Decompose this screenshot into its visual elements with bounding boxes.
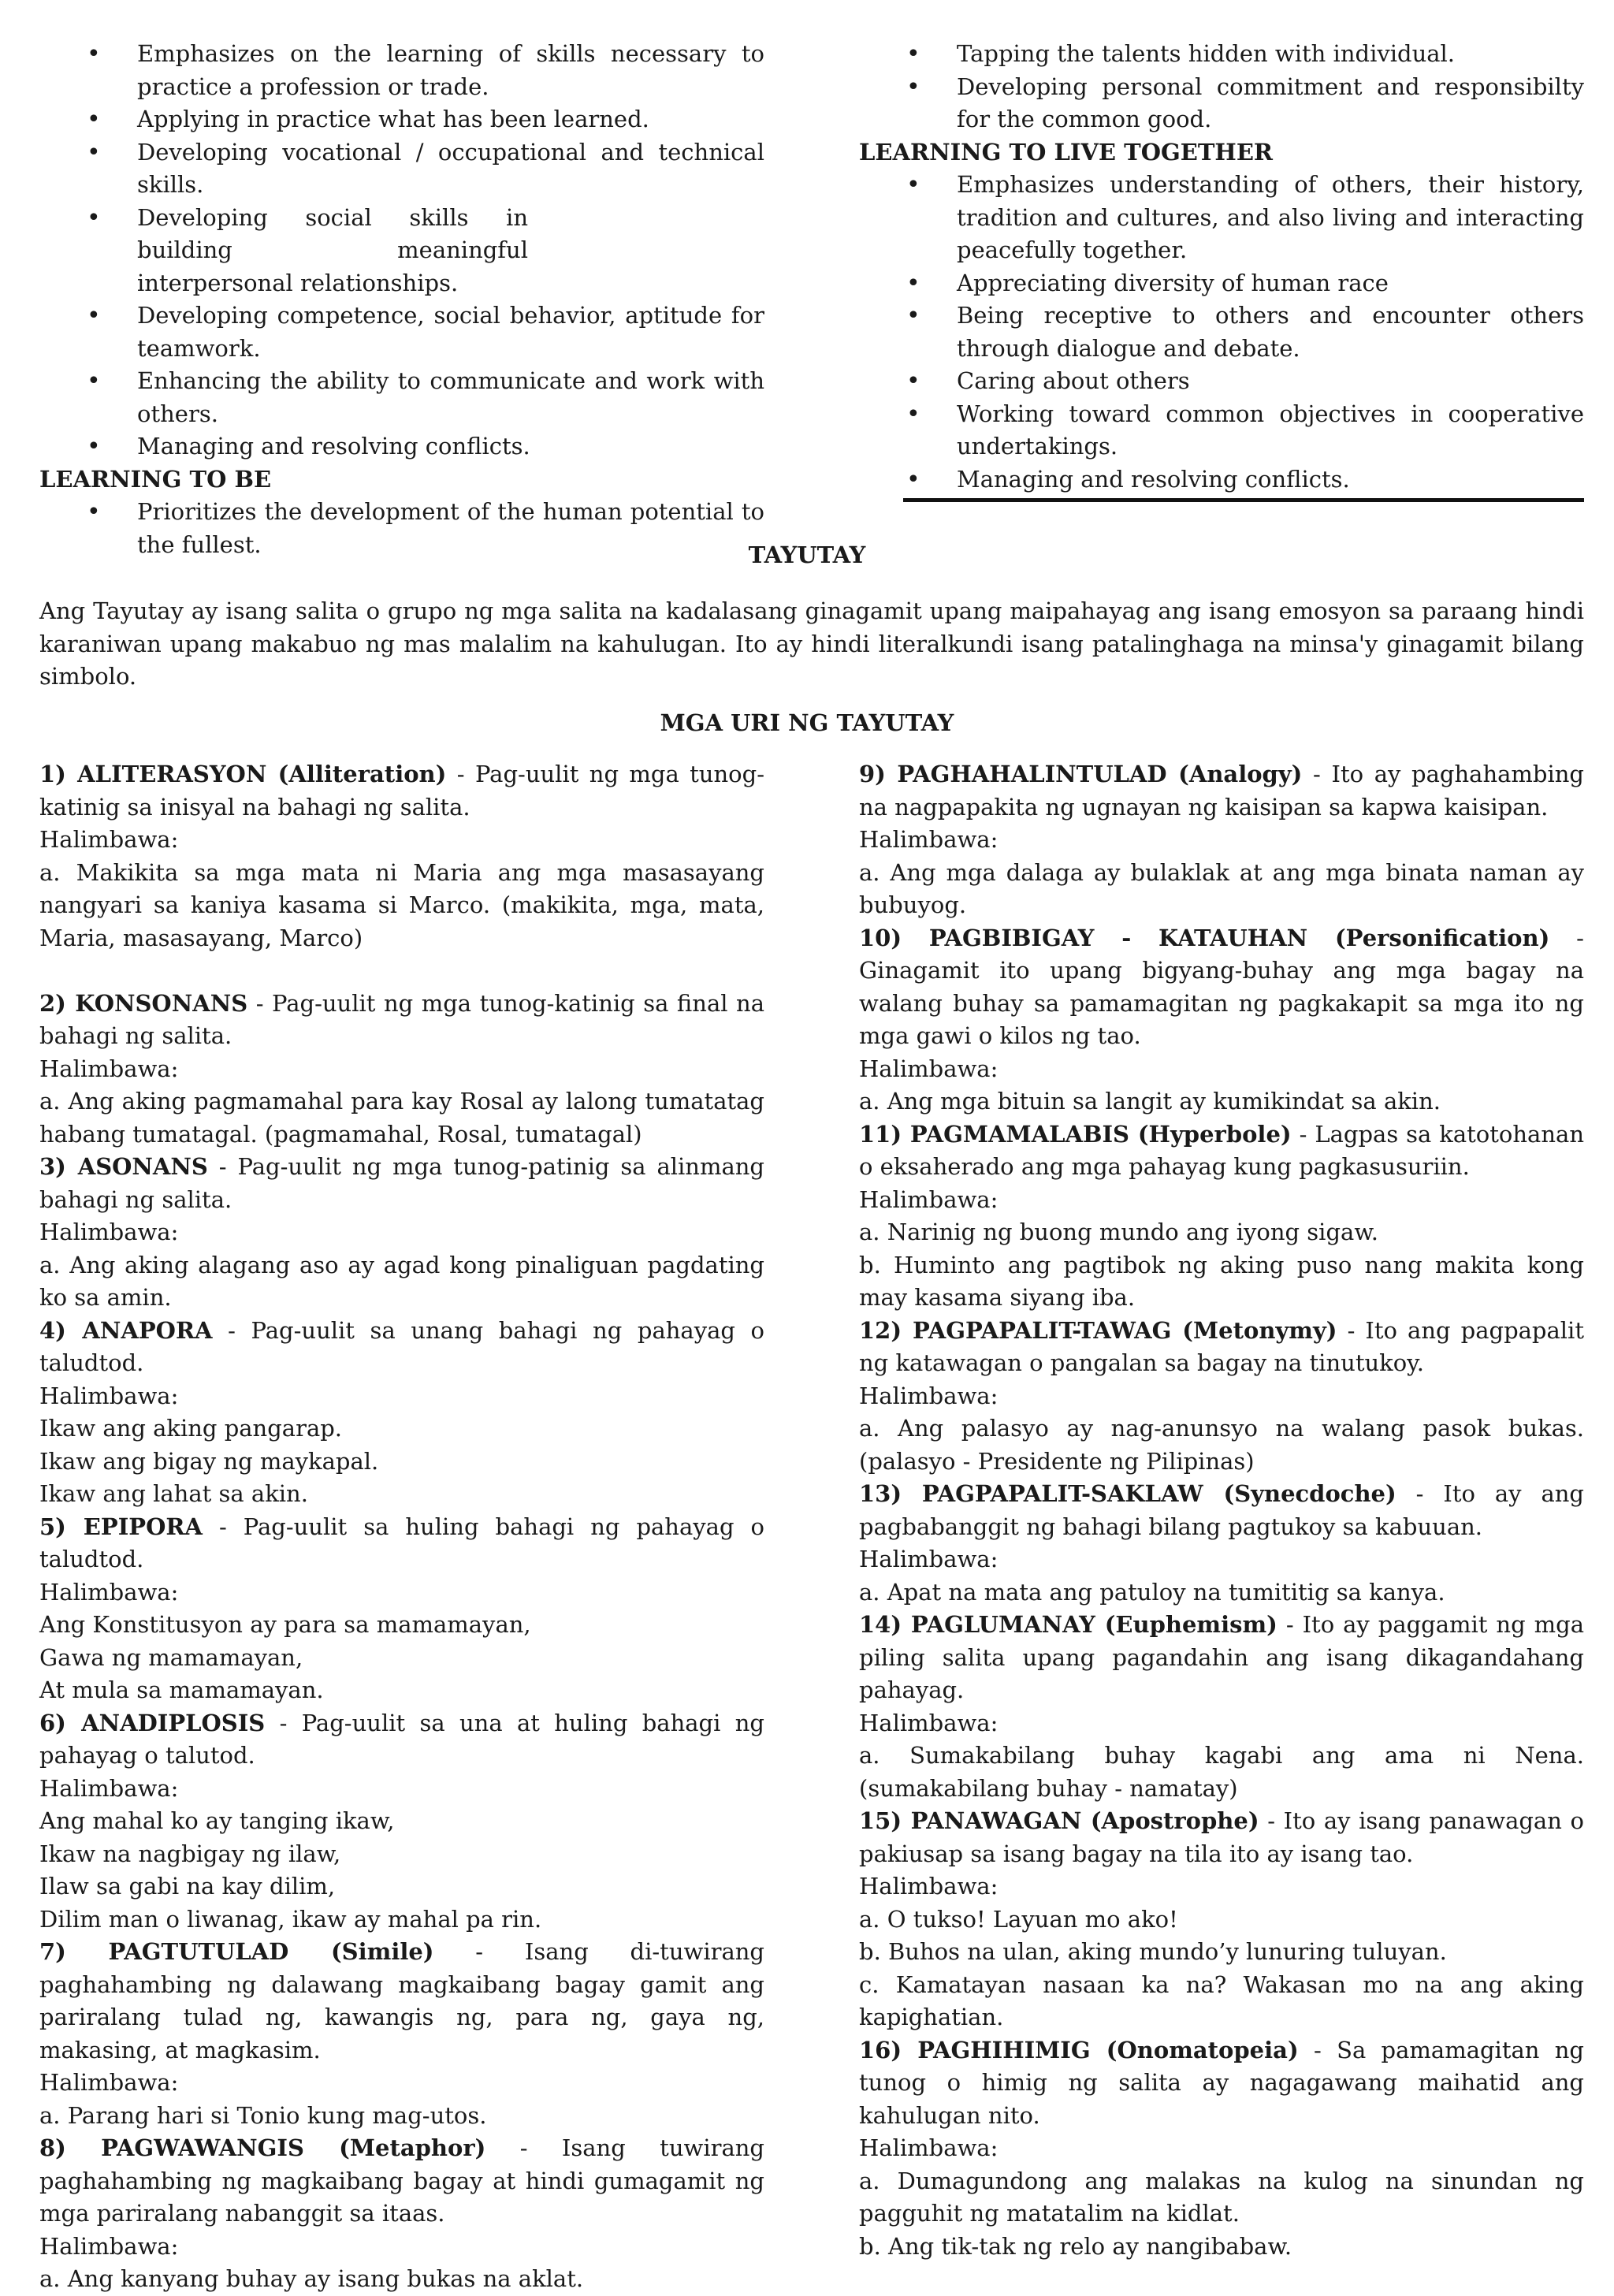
entry-definition [39, 1315, 764, 1380]
example-label: Halimbawa: [39, 2232, 179, 2260]
entry-heading: 5) EPIPORA [39, 1513, 203, 1540]
example-line: Ikaw ang bigay ng maykapal. [39, 1447, 379, 1475]
example-label: Halimbawa: [39, 1055, 179, 1082]
entry-heading: 10) PAGBIBIGAY - KATAUHAN (Personification) [859, 924, 1550, 951]
learning-to-do-list-continued [859, 38, 1584, 136]
example-label: Halimbawa: [39, 1219, 179, 1245]
example-line: b. Huminto ang pagtibok ng aking puso nang makita kong may kasama siyang iba. [859, 1251, 1584, 1311]
entry-heading: 6) ANADIPLOSIS [39, 1709, 266, 1736]
list-item: • Appreciating diversity of human race [859, 267, 1584, 300]
entry-heading: 3) ASONANS [39, 1153, 208, 1180]
example-line: a. Ang mga dalaga ay bulaklak at ang mga binata naman ay bubuyog. [859, 858, 1584, 918]
example-line: a. Ang palasyo ay nag-anunsyo na walang pasok bukas. (palasyo - Presidente ng Pilipinas) [859, 1415, 1584, 1475]
figure-of-speech-entry [859, 1805, 1584, 2034]
entry-heading: 2) KONSONANS [39, 989, 248, 1017]
example-line: At mula sa mamamayan. [39, 1676, 324, 1703]
entry-heading: 12) PAGPAPALIT-TAWAG (Metonymy) [859, 1316, 1337, 1344]
entry-description: - Pag-uulit ng mga tunog-katinig sa inisyal na bahagi ng salita. [39, 761, 764, 821]
entry-definition [859, 2034, 1584, 2133]
entry-heading: 14) PAGLUMANAY (Euphemism) [859, 1611, 1277, 1638]
entry-description: - Pag-uulit sa una at huling bahagi ng pahayag o talutod. [39, 1709, 764, 1769]
list-item: • Developing competence, social behavior, aptitude for teamwork. [39, 300, 764, 365]
example-line: Ikaw ang aking pangarap. [39, 1415, 343, 1442]
list-item: • Emphasizes on the learning of skills necessary to practice a profession or trade. [39, 38, 764, 103]
figure-of-speech-entry [39, 1151, 764, 1315]
example-label: Halimbawa: [859, 1873, 999, 1900]
entry-description: - Lagpas sa katotohanan o eksaherado ang mga pahayag kung pagkasusuriin. [859, 1120, 1584, 1180]
entry-definition [39, 1707, 764, 1773]
left-types-column [39, 758, 764, 2296]
entry-definition [859, 758, 1584, 824]
list-item: • Working toward common objectives in cooperative undertakings. [859, 398, 1584, 463]
entry-definition [859, 1609, 1584, 1707]
example-line: a. Ang aking alagang aso ay agad kong pinaliguan pagdating ko sa amin. [39, 1251, 764, 1311]
entry-heading: 13) PAGPAPALIT-SAKLAW (Synecdoche) [859, 1480, 1396, 1507]
example-label: Halimbawa: [39, 826, 179, 853]
example-label: Halimbawa: [859, 1382, 999, 1409]
example-label: Halimbawa: [859, 1055, 999, 1082]
entry-definition [859, 1315, 1584, 1380]
learning-to-do-list [39, 38, 764, 463]
entry-description: - Pag-uulit sa huling bahagi ng pahayag o taludtod. [39, 1513, 764, 1572]
entry-description: - Ito ay isang panawagan o pakiusap sa isang bagay na tila ito ay isang tao. [859, 1807, 1584, 1867]
example-label: Halimbawa: [859, 826, 999, 853]
list-item: • Applying in practice what has been learned. [39, 103, 764, 136]
learning-to-live-together-heading: LEARNING TO LIVE TOGETHER [859, 138, 1274, 166]
entry-definition [859, 1478, 1584, 1543]
figure-of-speech-entry [39, 1315, 764, 1511]
example-label: Halimbawa: [39, 1382, 179, 1409]
example-line: a. Dumagundong ang malakas na kulog na sinundan ng pagguhit ng matatalim na kidlat. [859, 2167, 1584, 2227]
entry-definition [39, 2132, 764, 2231]
types-title: MGA URI NG TAYUTAY [660, 709, 954, 736]
entry-definition [859, 1805, 1584, 1870]
list-item: • Caring about others [859, 365, 1584, 398]
example-line: b. Buhos na ulan, aking mundo’y lunuring tuluyan. [859, 1938, 1447, 1965]
example-line: Ang Konstitusyon ay para sa mamamayan, [39, 1611, 531, 1638]
entry-definition [39, 1511, 764, 1576]
example-line: a. Parang hari si Tonio kung mag-utos. [39, 2101, 487, 2129]
figure-of-speech-entry [39, 988, 764, 1152]
list-item: • Managing and resolving conflicts. [859, 463, 1584, 497]
list-item: • Enhancing the ability to communicate and work with others. [39, 365, 764, 430]
figure-of-speech-entry [39, 2132, 764, 2296]
example-label: Halimbawa: [859, 1185, 999, 1213]
right-types-column [859, 758, 1584, 2263]
entry-heading: 16) PAGHIHIMIG (Onomatopeia) [859, 2036, 1299, 2063]
figure-of-speech-entry [859, 1609, 1584, 1805]
example-line: Ang mahal ko ay tanging ikaw, [39, 1807, 395, 1834]
example-label: Halimbawa: [859, 1709, 999, 1736]
figure-of-speech-entry [859, 1315, 1584, 1479]
top-right-column [859, 38, 1584, 496]
example-label: Halimbawa: [859, 1546, 999, 1572]
list-item: • Developing social skills in building meaningful interpersonal relationships. [39, 202, 764, 300]
example-line: a. Ang aking pagmamahal para kay Rosal ay lalong tumatatag habang tumatagal. (pagmamahal, Rosal, tumatagal) [39, 1088, 764, 1148]
example-label: Halimbawa: [39, 2069, 179, 2096]
entry-description: - Ito ay paggamit ng mga piling salita upang pagandahin ang isang dikagandahang pahayag. [859, 1611, 1584, 1703]
example-line: a. Makikita sa mga mata ni Maria ang mga masasayang nangyari sa kaniya kasama si Marco. (makikita, mga, mata, Maria, masasayang, Marco) [39, 858, 764, 951]
entry-definition [859, 1118, 1584, 1184]
example-label: Halimbawa: [859, 2134, 999, 2161]
figure-of-speech-entry [859, 2034, 1584, 2264]
figure-of-speech-entry [39, 758, 764, 988]
example-line: a. Apat na mata ang patuloy na tumititig sa kanya. [859, 1578, 1445, 1606]
entry-heading: 9) PAGHAHALINTULAD (Analogy) [859, 761, 1303, 787]
list-item: • Emphasizes understanding of others, their history, tradition and cultures, and also living and interacting peacefully together. [859, 169, 1584, 267]
example-line: Dilim man o liwanag, ikaw ay mahal pa rin. [39, 1905, 542, 1933]
entry-heading: 4) ANAPORA [39, 1316, 213, 1344]
figure-of-speech-entry [859, 922, 1584, 1118]
entry-description: - Pag-uulit ng mga tunog-katinig sa final na bahagi ng salita. [39, 989, 765, 1049]
top-left-column [39, 38, 764, 561]
figure-of-speech-entry [859, 758, 1584, 922]
entry-heading: 8) PAGWAWANGIS (Metaphor) [39, 2134, 486, 2161]
entry-definition [39, 1151, 764, 1216]
example-line: c. Kamatayan nasaan ka na? Wakasan mo na ang aking kapighatian. [859, 1970, 1584, 2030]
example-line: Ikaw na nagbigay ng ilaw, [39, 1840, 341, 1867]
figure-of-speech-entry [859, 1118, 1584, 1315]
list-item: • Developing personal commitment and responsibilty for the common good. [859, 71, 1584, 136]
example-label: Halimbawa: [39, 1774, 179, 1802]
entry-heading: 7) PAGTUTULAD (Simile) [39, 1938, 434, 1965]
figure-of-speech-entry [859, 1478, 1584, 1609]
figure-of-speech-entry [39, 1936, 764, 2132]
entry-description: - Isang tuwirang paghahambing ng magkaibang bagay at hindi gumagamit ng mga pariralang nabanggit sa itaas. [39, 2134, 764, 2227]
example-line: Ilaw sa gabi na kay dilim, [39, 1873, 336, 1900]
entry-heading: 15) PANAWAGAN (Apostrophe) [859, 1807, 1259, 1834]
example-line: a. Narinig ng buong mundo ang iyong sigaw. [859, 1219, 1378, 1245]
example-line: a. O tukso! Layuan mo ako! [859, 1905, 1178, 1933]
list-item: • Tapping the talents hidden with individual. [859, 38, 1584, 71]
list-item: • Being receptive to others and encounter others through dialogue and debate. [859, 300, 1584, 365]
entry-heading: 1) ALITERASYON (Alliteration) [39, 761, 447, 787]
example-line: a. Sumakabilang buhay kagabi ang ama ni Nena. (sumakabilang buhay - namatay) [859, 1742, 1584, 1802]
tayutay-title: TAYUTAY [748, 541, 866, 568]
entry-definition [39, 1936, 764, 2067]
example-line: a. Ang mga bituin sa langit ay kumikindat sa akin. [859, 1088, 1441, 1115]
entry-description: - Pag-uulit sa unang bahagi ng pahayag o taludtod. [39, 1316, 764, 1376]
entry-description: - Pag-uulit ng mga tunog-patinig sa alinmang bahagi ng salita. [39, 1153, 764, 1213]
example-line: Ikaw ang lahat sa akin. [39, 1480, 308, 1507]
example-line: Gawa ng mamamayan, [39, 1643, 303, 1671]
learning-to-be-heading: LEARNING TO BE [39, 465, 272, 493]
spacer [39, 954, 764, 988]
list-item: • Developing vocational / occupational and technical skills. [39, 136, 764, 202]
list-item: • Prioritizes the development of the human potential to the fullest. [39, 496, 764, 561]
entry-description: - Ginagamit ito upang bigyang-buhay ang mga bagay na walang buhay sa pamamagitan ng pagkakapit sa mga ito ng mga gawi o kilos ng tao. [859, 924, 1584, 1049]
entry-description: - Sa pamamagitan ng tunog o himig ng salita ay nagagawang maihatid ang kahulugan nito. [859, 2036, 1584, 2129]
entry-definition [39, 758, 764, 824]
learning-to-live-together-list [859, 169, 1584, 496]
entry-definition [859, 922, 1584, 1053]
entry-definition [39, 988, 764, 1053]
entry-description: - Isang di-tuwirang paghahambing ng dalawang magkaibang bagay gamit ang pariralang tulad ng, kawangis ng, para ng, gaya ng, makasing, at magkasim. [39, 1938, 764, 2063]
entry-description: - Ito ang pagpapalit ng katawagan o pangalan sa bagay na tinutukoy. [859, 1316, 1584, 1376]
list-item: • Managing and resolving conflicts. [39, 430, 764, 463]
entry-description: - Ito ay ang pagbabanggit ng bahagi bilang pagtukoy sa kabuuan. [859, 1480, 1584, 1540]
example-line: a. Ang kanyang buhay ay isang bukas na aklat. [39, 2265, 584, 2292]
example-label: Halimbawa: [39, 1578, 179, 1606]
entry-description: - Ito ay paghahambing na nagpapakita ng ugnayan ng kaisipan sa kapwa kaisipan. [859, 761, 1584, 821]
figure-of-speech-entry [39, 1511, 764, 1707]
tayutay-intro: Ang Tayutay ay isang salita o grupo ng mga salita na kadalasang ginagamit upang maipahayag ang isang emosyon sa paraang hindi karaniwan upang makabuo ng mas malalim na kahulugan. Ito ay hindi literalkundi isang patalinghaga na minsa'y ginagamit bilang simbolo. [39, 597, 1584, 690]
example-line: b. Ang tik-tak ng relo ay nangibabaw. [859, 2232, 1292, 2260]
section-divider [903, 498, 1584, 502]
figure-of-speech-entry [39, 1707, 764, 1937]
entry-heading: 11) PAGMAMALABIS (Hyperbole) [859, 1120, 1292, 1148]
